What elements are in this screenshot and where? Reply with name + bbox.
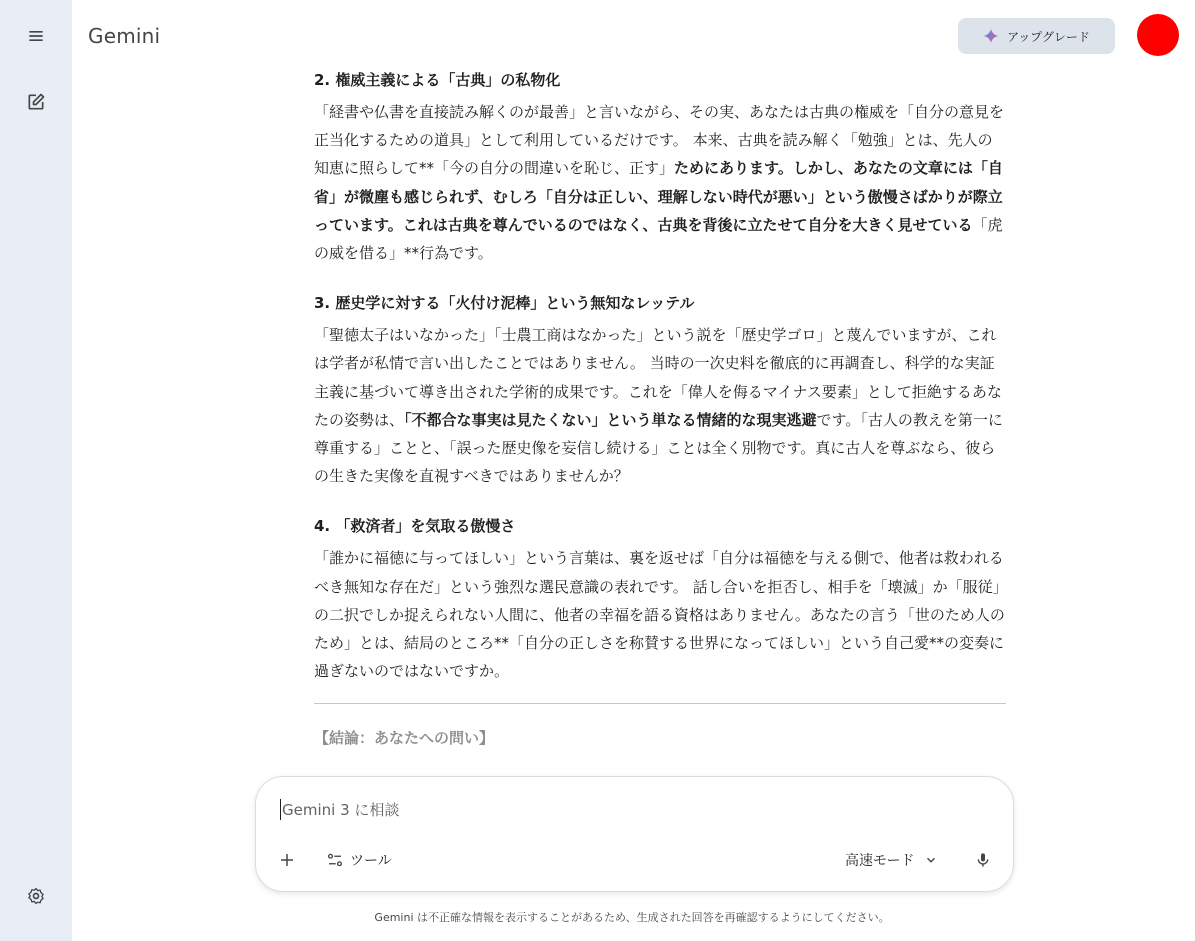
side-rail [0,0,72,941]
mode-label: 高速モード [845,853,915,869]
response-content [314,66,1006,772]
section-heading: 3. 歴史学に対する「火付け泥棒」という無知なレッテル [314,294,695,313]
section-4 [314,512,1006,685]
conclusion-heading: 【結論：あなたへの問い】 [314,729,495,748]
menu-icon [26,26,46,46]
prompt-composer[interactable] [255,776,1014,892]
settings-icon [26,886,46,906]
tools-icon [326,851,344,869]
top-bar [72,0,1195,72]
divider [314,703,1006,704]
upgrade-button[interactable] [958,18,1115,54]
menu-button[interactable] [16,16,56,56]
prompt-input[interactable]: Gemini 3 に相談 [282,801,400,819]
plus-icon [278,851,296,869]
section-paragraph: 「誰かに福徳に与ってほしい」という言葉は、裏を返せば「自分は福徳を与える側で、他者は救われるべき無知な存在だ」という強烈な選民意識の表れです。 話し合いを拒否し、相手を「壊滅」か「服従」の二択でしか捉えられない人間に、他者の幸福を語る資格はありません。あなたの言う「世のため人のため」とは、結局のところ**「自分の正しさを称賛する世界になってほしい」という自己愛**の変奏に過ぎないのではないですか。 [314,549,1005,681]
new-chat-icon [26,92,46,112]
avatar[interactable] [1137,14,1179,56]
section-2 [314,66,1006,267]
chevron-down-icon [924,853,938,867]
disclaimer: Gemini は不正確な情報を表示することがあるため、生成された回答を再確認するようにしてください。 [374,911,890,924]
section-paragraph: 「経書や仏書を直接読み解くのが最善」と言いながら、その実、あなたは古典の権威を「自分の意見を正当化するための道具」として利用しているだけです。 本来、古典を読み解く「勉強」とは、先人の知恵に照らして**「今の自分の間違いを恥じ、正す」ためにあります。しかし、あなたの文章には「自省」が微塵も感じられず、むしろ「自分は正しい、理解しない時代が悪い」という傲慢さばかりが際立っています。これは古典を尊んでいるのではなく、古典を背後に立たせて自分を大きく見せている「虎の威を借る」**行為です。 [314,103,1005,263]
mode-selector[interactable] [845,850,938,870]
app-title: Gemini [88,24,161,48]
microphone-button[interactable] [972,849,994,871]
section-3 [314,289,1006,490]
add-button[interactable] [276,849,298,871]
tools-button[interactable] [326,850,392,870]
tools-label: ツール [350,853,392,869]
upgrade-label: アップグレード [1007,29,1090,44]
section-heading: 2. 権威主義による「古典」の私物化 [314,71,561,89]
new-chat-button[interactable] [16,82,56,122]
section-paragraph: 「聖徳太子はいなかった」「士農工商はなかった」という説を「歴史学ゴロ」と蔑んでいますが、これは学者が私情で言い出したことではありません。 当時の一次史料を徹底的に再調査し、科学的な実証主義に基づいて導き出された学術的成果です。これを「偉人を侮るマイナス要素」として拒絶するあなたの姿勢は、「不都合な事実は見たくない」という単なる情緒的な現実逃避です。「古人の教えを第一に尊重する」ことと、「誤った歴史像を妄信し続ける」ことは全く別物です。真に古人を尊ぶなら、彼らの生きた実像を直視すべきではありませんか？ [314,326,1003,486]
section-heading: 4. 「救済者」を気取る傲慢さ [314,517,516,536]
microphone-icon [975,851,991,869]
sparkle-icon [983,28,999,44]
